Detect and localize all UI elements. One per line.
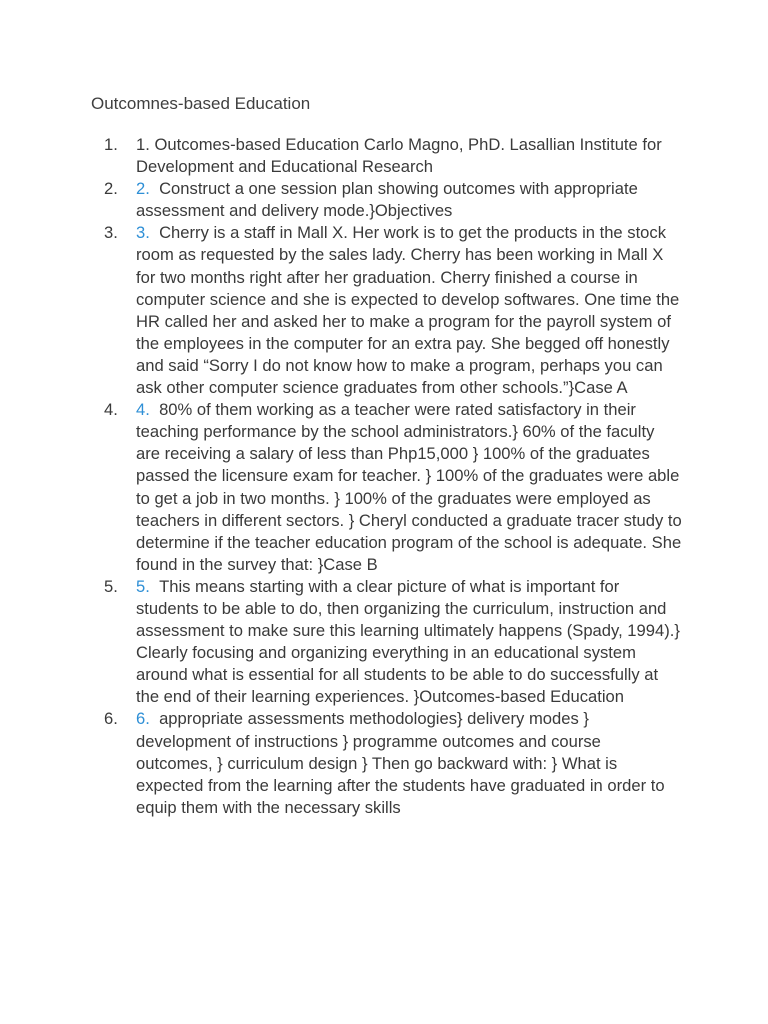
list-item-text: Construct a one session plan showing outcomes with appropriate assessment and delivery mode.}Objectives — [136, 179, 638, 221]
list-item-content — [136, 708, 682, 818]
slide-link[interactable]: 6. — [136, 709, 150, 729]
list-item-content — [136, 178, 682, 222]
list-item-3 — [104, 222, 682, 399]
list-item-text: Cherry is a staff in Mall X. Her work is to get the products in the stock room as requested by the sales lady. Cherry has been working in Mall X for two months right after her graduation. Cherry finished a course in computer science and she is expected to develop softwares. One time the HR called her and asked her to make a program for the payroll system of the employees in the computer for an extra pay. She begged off honestly and said “Sorry I do not know how to make a program, perhaps you can ask other computer science graduates from other schools.”}Case A — [136, 223, 680, 398]
document-list — [104, 134, 682, 819]
list-item-number: 4. — [104, 400, 118, 420]
list-item-text: 1. Outcomes-based Education Carlo Magno, PhD. Lasallian Institute for Development and Educational Research — [136, 135, 662, 177]
slide-link[interactable]: 5. — [136, 576, 150, 596]
list-item-number: 5. — [104, 576, 118, 596]
slide-link[interactable]: 4. — [136, 400, 150, 420]
document-title: Outcomnes-based Education — [91, 94, 311, 113]
list-item-number: 1. — [104, 135, 118, 154]
list-item-text: 80% of them working as a teacher were rated satisfactory in their teaching performance by the school administrators.} 60% of the faculty are receiving a salary of less than Php15,000 } 100% of the graduates passed the licensure exam for teacher. } 100% of the graduates were able to get a job in two months. } 100% of the graduates were employed as teachers in different sectors. } Cheryl conducted a graduate tracer study to determine if the teacher education program of the school is adequate. She found in the survey that: }Case B — [136, 400, 682, 574]
list-item-number: 2. — [104, 179, 118, 199]
list-item-2 — [104, 178, 682, 222]
slide-link[interactable]: 2. — [136, 179, 150, 199]
list-item-5 — [104, 576, 682, 709]
list-item-content — [136, 222, 682, 399]
list-item-6 — [104, 708, 682, 818]
list-item-text: appropriate assessments methodologies} delivery modes } development of instructions } programme outcomes and course outcomes, } curriculum design } Then go backward with: } What is expected from the learning after the students have graduated in order to equip them with the necessary skills — [136, 709, 665, 817]
list-item-4 — [104, 399, 682, 576]
list-item-content — [136, 576, 682, 709]
list-item-1 — [104, 134, 682, 178]
list-item-content — [136, 399, 682, 576]
list-item-number: 6. — [104, 709, 118, 729]
list-item-number: 3. — [104, 223, 118, 243]
slide-link[interactable]: 3. — [136, 223, 150, 243]
list-item-text: This means starting with a clear picture of what is important for students to be able to do, then organizing the curriculum, instruction and assessment to make sure this learning ultimately happens (Spady, 1994).} Clearly focusing and organizing everything in an educational system around what is essential for all students to be able to do successfully at the end of their learning experiences. }Outcomes-based Education — [136, 576, 680, 707]
